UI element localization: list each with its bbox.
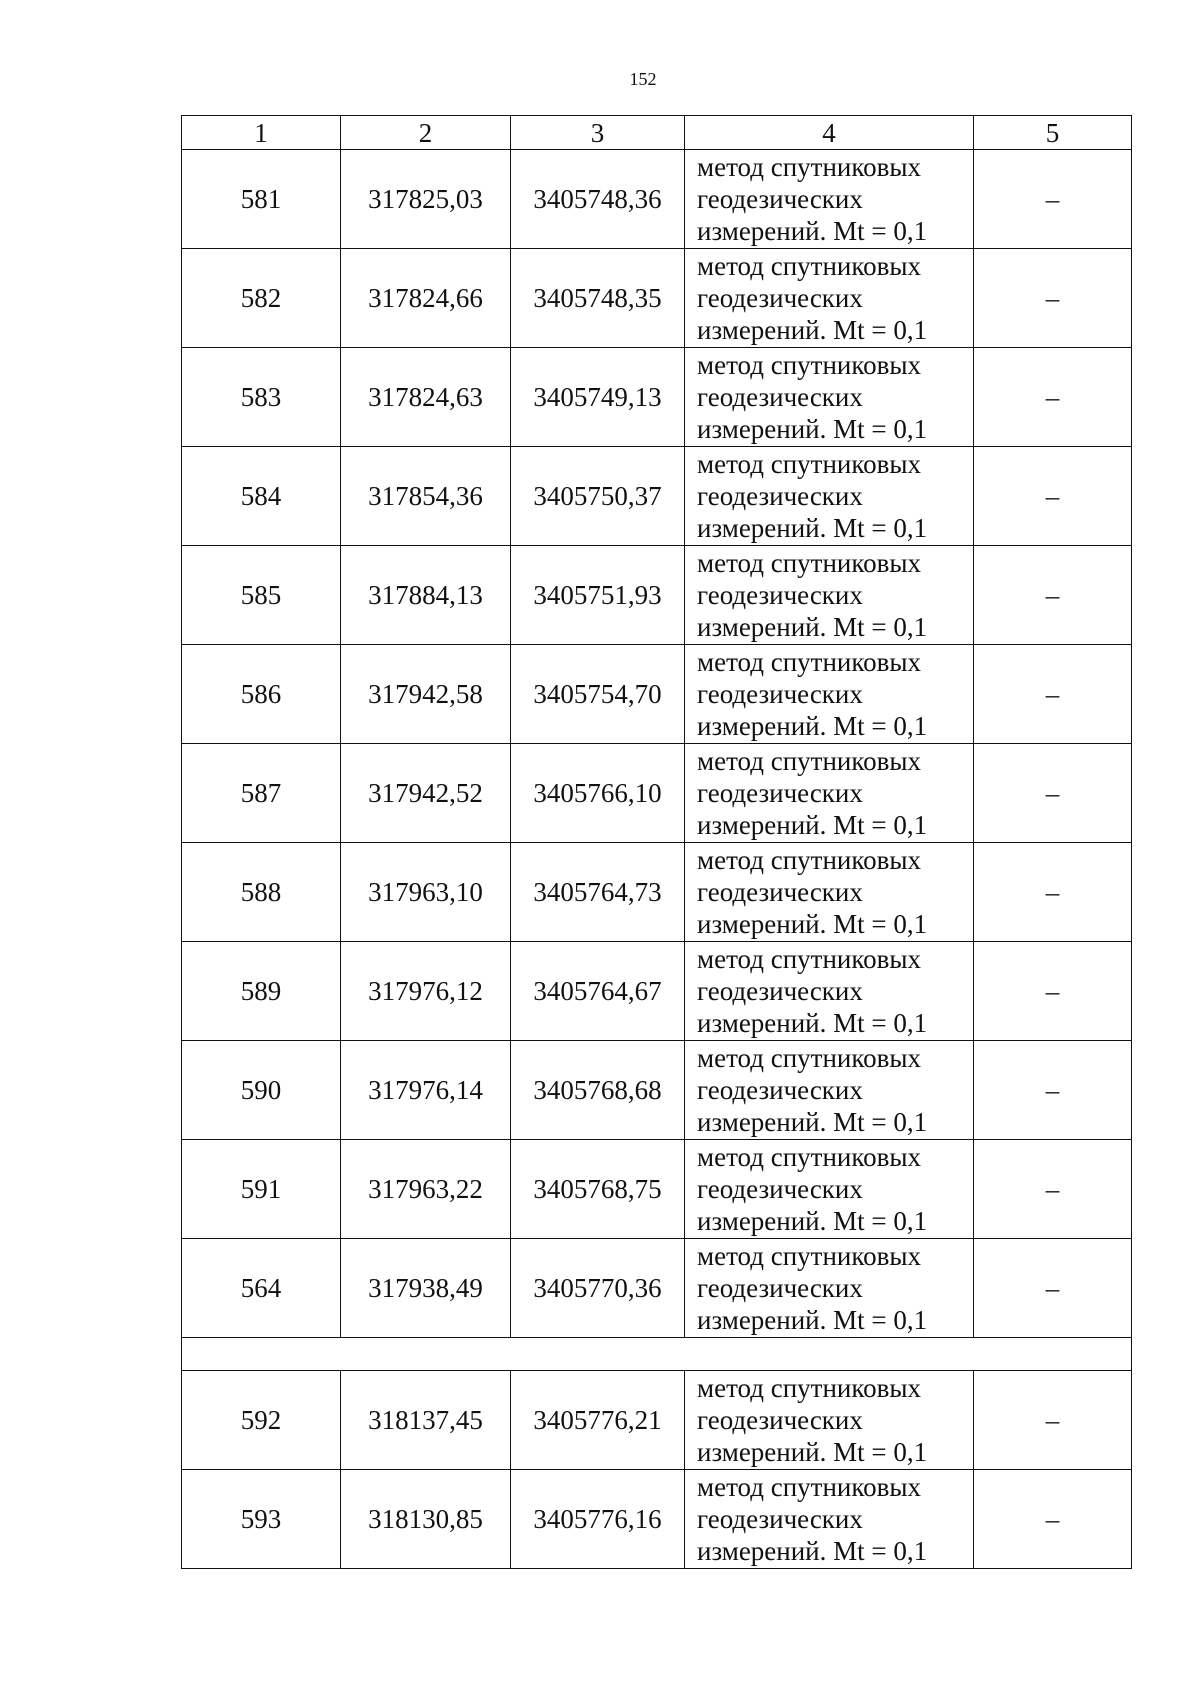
table-row [182,1239,1132,1338]
note-cell: – [974,942,1132,1041]
method-cell: метод спутниковых геодезических измерений. Mt = 0,1 [685,1041,974,1140]
table-body [182,150,1132,1569]
table-row [182,348,1132,447]
note-cell: – [974,843,1132,942]
x-coordinate-cell: 317854,36 [341,447,511,546]
point-number-cell: 591 [182,1140,341,1239]
note-cell: – [974,744,1132,843]
point-number-cell: 564 [182,1239,341,1338]
header-cell-4: 4 [685,116,974,150]
method-cell: метод спутниковых геодезических измерений. Mt = 0,1 [685,1470,974,1569]
table-row [182,150,1132,249]
method-cell: метод спутниковых геодезических измерений. Mt = 0,1 [685,150,974,249]
note-cell: – [974,1239,1132,1338]
table-row [182,843,1132,942]
method-cell: метод спутниковых геодезических измерений. Mt = 0,1 [685,348,974,447]
blank-row [182,1338,1132,1371]
table-row [182,249,1132,348]
x-coordinate-cell: 317824,63 [341,348,511,447]
note-cell: – [974,447,1132,546]
y-coordinate-cell: 3405764,67 [511,942,685,1041]
note-cell: – [974,1041,1132,1140]
table-row [182,1140,1132,1239]
x-coordinate-cell: 317824,66 [341,249,511,348]
method-cell: метод спутниковых геодезических измерений. Mt = 0,1 [685,1239,974,1338]
method-cell: метод спутниковых геодезических измерений. Mt = 0,1 [685,249,974,348]
note-cell: – [974,348,1132,447]
x-coordinate-cell: 317942,52 [341,744,511,843]
x-coordinate-cell: 317976,14 [341,1041,511,1140]
header-cell-2: 2 [341,116,511,150]
table-row [182,546,1132,645]
x-coordinate-cell: 317976,12 [341,942,511,1041]
table-row [182,1041,1132,1140]
x-coordinate-cell: 317963,10 [341,843,511,942]
note-cell: – [974,546,1132,645]
header-cell-3: 3 [511,116,685,150]
x-coordinate-cell: 317884,13 [341,546,511,645]
y-coordinate-cell: 3405764,73 [511,843,685,942]
header-row [182,116,1132,150]
y-coordinate-cell: 3405754,70 [511,645,685,744]
method-cell: метод спутниковых геодезических измерений. Mt = 0,1 [685,744,974,843]
method-cell: метод спутниковых геодезических измерений. Mt = 0,1 [685,546,974,645]
note-cell: – [974,645,1132,744]
point-number-cell: 584 [182,447,341,546]
point-number-cell: 582 [182,249,341,348]
x-coordinate-cell: 317942,58 [341,645,511,744]
point-number-cell: 583 [182,348,341,447]
point-number-cell: 588 [182,843,341,942]
header-cell-5: 5 [974,116,1132,150]
x-coordinate-cell: 318137,45 [341,1371,511,1470]
header-cell-1: 1 [182,116,341,150]
point-number-cell: 581 [182,150,341,249]
table-row [182,744,1132,843]
point-number-cell: 589 [182,942,341,1041]
method-cell: метод спутниковых геодезических измерений. Mt = 0,1 [685,447,974,546]
point-number-cell: 593 [182,1470,341,1569]
method-cell: метод спутниковых геодезических измерений. Mt = 0,1 [685,1140,974,1239]
y-coordinate-cell: 3405776,21 [511,1371,685,1470]
y-coordinate-cell: 3405776,16 [511,1470,685,1569]
point-number-cell: 592 [182,1371,341,1470]
y-coordinate-cell: 3405766,10 [511,744,685,843]
point-number-cell: 585 [182,546,341,645]
coordinates-table [181,115,1132,1569]
x-coordinate-cell: 318130,85 [341,1470,511,1569]
x-coordinate-cell: 317963,22 [341,1140,511,1239]
point-number-cell: 590 [182,1041,341,1140]
method-cell: метод спутниковых геодезических измерений. Mt = 0,1 [685,1371,974,1470]
y-coordinate-cell: 3405748,35 [511,249,685,348]
x-coordinate-cell: 317825,03 [341,150,511,249]
table-row [182,1470,1132,1569]
method-cell: метод спутниковых геодезических измерений. Mt = 0,1 [685,942,974,1041]
blank-cell [182,1338,1132,1371]
y-coordinate-cell: 3405748,36 [511,150,685,249]
table-row [182,447,1132,546]
y-coordinate-cell: 3405768,75 [511,1140,685,1239]
note-cell: – [974,1371,1132,1470]
method-cell: метод спутниковых геодезических измерений. Mt = 0,1 [685,645,974,744]
note-cell: – [974,1470,1132,1569]
x-coordinate-cell: 317938,49 [341,1239,511,1338]
note-cell: – [974,150,1132,249]
table-row [182,942,1132,1041]
y-coordinate-cell: 3405751,93 [511,546,685,645]
table-header [182,116,1132,150]
point-number-cell: 587 [182,744,341,843]
page-number: 152 [629,69,657,89]
method-cell: метод спутниковых геодезических измерений. Mt = 0,1 [685,843,974,942]
y-coordinate-cell: 3405768,68 [511,1041,685,1140]
note-cell: – [974,1140,1132,1239]
table-row [182,645,1132,744]
y-coordinate-cell: 3405749,13 [511,348,685,447]
note-cell: – [974,249,1132,348]
y-coordinate-cell: 3405750,37 [511,447,685,546]
table-row [182,1371,1132,1470]
y-coordinate-cell: 3405770,36 [511,1239,685,1338]
point-number-cell: 586 [182,645,341,744]
